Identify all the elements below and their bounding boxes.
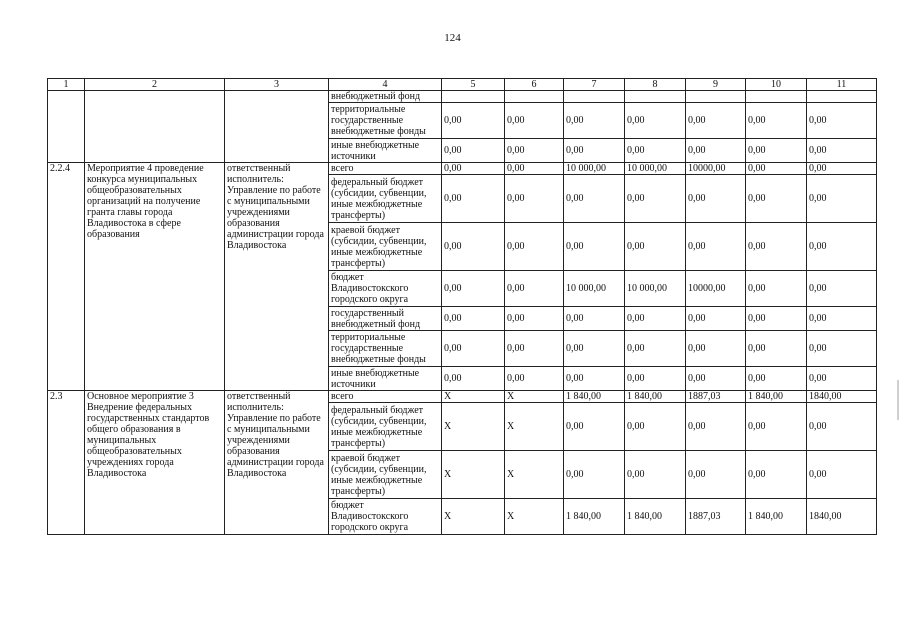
value-cell: 1887,03 [686, 499, 746, 535]
value-cell: 0,00 [686, 307, 746, 331]
value-cell: 0,00 [807, 223, 877, 271]
column-number-cell: 11 [807, 79, 877, 91]
value-cell: 0,00 [564, 103, 625, 139]
column-number-cell: 4 [329, 79, 442, 91]
value-cell: 0,00 [686, 367, 746, 391]
value-cell: Х [442, 499, 505, 535]
funding-source: всего [329, 391, 442, 403]
value-cell: 0,00 [442, 331, 505, 367]
column-number-cell: 10 [746, 79, 807, 91]
budget-table [47, 78, 877, 535]
value-cell: 10 000,00 [625, 163, 686, 175]
value-cell: 0,00 [807, 163, 877, 175]
item-name: Мероприятие 4 проведение конкурса муниципальных общеобразовательных организаций на получение гранта главы города Владивостока в сфере образования [85, 163, 225, 391]
funding-source: бюджет Владивостокского городского округа [329, 271, 442, 307]
value-cell: 0,00 [442, 223, 505, 271]
value-cell [505, 91, 564, 103]
value-cell: 0,00 [505, 331, 564, 367]
value-cell: 0,00 [625, 367, 686, 391]
page-number: 124 [444, 32, 461, 44]
value-cell: 10000,00 [686, 163, 746, 175]
value-cell: 0,00 [746, 331, 807, 367]
value-cell: 0,00 [686, 103, 746, 139]
funding-source: краевой бюджет (субсидии, субвенции, иные межбюджетные трансферты) [329, 451, 442, 499]
value-cell: 1 840,00 [564, 499, 625, 535]
empty-cell [48, 91, 85, 163]
value-cell: 0,00 [807, 175, 877, 223]
value-cell: 0,00 [807, 103, 877, 139]
value-cell: 0,00 [625, 139, 686, 163]
value-cell: 0,00 [746, 139, 807, 163]
value-cell: 10 000,00 [564, 163, 625, 175]
empty-cell [85, 91, 225, 163]
value-cell: 1 840,00 [625, 391, 686, 403]
funding-source: федеральный бюджет (субсидии, субвенции, иные межбюджетные трансферты) [329, 403, 442, 451]
value-cell: 0,00 [625, 103, 686, 139]
value-cell: 0,00 [686, 175, 746, 223]
funding-source: территориальные государственные внебюджетные фонды [329, 103, 442, 139]
value-cell: 0,00 [625, 403, 686, 451]
column-number-cell: 9 [686, 79, 746, 91]
value-cell: 0,00 [746, 163, 807, 175]
value-cell: 0,00 [746, 403, 807, 451]
value-cell: 0,00 [807, 331, 877, 367]
value-cell: 0,00 [746, 223, 807, 271]
value-cell [686, 91, 746, 103]
value-cell: 0,00 [807, 139, 877, 163]
value-cell: 0,00 [442, 163, 505, 175]
column-number-cell: 5 [442, 79, 505, 91]
value-cell: 1 840,00 [625, 499, 686, 535]
value-cell: 0,00 [505, 223, 564, 271]
value-cell: 1887,03 [686, 391, 746, 403]
column-number-cell: 7 [564, 79, 625, 91]
column-number-row [48, 79, 877, 91]
value-cell: 0,00 [505, 307, 564, 331]
scan-edge-mark [897, 380, 899, 420]
value-cell: 0,00 [686, 223, 746, 271]
value-cell: 0,00 [686, 451, 746, 499]
value-cell: 0,00 [564, 175, 625, 223]
value-cell: 0,00 [564, 367, 625, 391]
value-cell: 10000,00 [686, 271, 746, 307]
value-cell: 0,00 [442, 271, 505, 307]
funding-source: бюджет Владивостокского городского округа [329, 499, 442, 535]
value-cell: 0,00 [746, 367, 807, 391]
value-cell: 0,00 [807, 403, 877, 451]
value-cell: 0,00 [686, 139, 746, 163]
value-cell: 1 840,00 [746, 391, 807, 403]
value-cell [625, 91, 686, 103]
value-cell: 0,00 [564, 451, 625, 499]
column-number-cell: 6 [505, 79, 564, 91]
value-cell: 10 000,00 [625, 271, 686, 307]
value-cell: 0,00 [505, 139, 564, 163]
value-cell: Х [505, 391, 564, 403]
value-cell: 0,00 [564, 403, 625, 451]
item-executor: ответственный исполнитель: Управление по работе с муниципальными учреждениями образования администрации города Владивостока [225, 163, 329, 391]
value-cell: 0,00 [564, 331, 625, 367]
value-cell: 0,00 [442, 367, 505, 391]
value-cell: 1 840,00 [746, 499, 807, 535]
value-cell: 1 840,00 [564, 391, 625, 403]
value-cell: 0,00 [746, 175, 807, 223]
column-number-cell: 8 [625, 79, 686, 91]
value-cell: 1840,00 [807, 499, 877, 535]
value-cell: 0,00 [505, 367, 564, 391]
value-cell: Х [442, 391, 505, 403]
column-number-cell: 2 [85, 79, 225, 91]
item-number: 2.2.4 [48, 163, 85, 391]
empty-cell [225, 91, 329, 163]
value-cell: 0,00 [505, 271, 564, 307]
funding-source: федеральный бюджет (субсидии, субвенции, иные межбюджетные трансферты) [329, 175, 442, 223]
value-cell: 0,00 [625, 175, 686, 223]
value-cell [807, 91, 877, 103]
value-cell: 0,00 [746, 271, 807, 307]
funding-source: государственный внебюджетный фонд [329, 307, 442, 331]
item-number: 2.3 [48, 391, 85, 535]
value-cell [442, 91, 505, 103]
value-cell: 0,00 [442, 103, 505, 139]
value-cell: 0,00 [442, 307, 505, 331]
funding-source: внебюджетный фонд [329, 91, 442, 103]
column-number-cell: 1 [48, 79, 85, 91]
value-cell: 0,00 [564, 139, 625, 163]
value-cell: 0,00 [625, 331, 686, 367]
value-cell: 0,00 [807, 451, 877, 499]
value-cell: Х [442, 403, 505, 451]
value-cell: 0,00 [807, 307, 877, 331]
value-cell: 0,00 [625, 451, 686, 499]
value-cell: 0,00 [505, 163, 564, 175]
value-cell: 0,00 [625, 307, 686, 331]
value-cell: 0,00 [746, 451, 807, 499]
table-row [48, 163, 877, 175]
value-cell: 0,00 [807, 271, 877, 307]
value-cell: 0,00 [686, 331, 746, 367]
value-cell: 0,00 [686, 403, 746, 451]
value-cell [564, 91, 625, 103]
item-name: Основное мероприятие 3 Внедрение федеральных государственных стандартов общего образования в муниципальных общеобразовательных учреждениях города Владивостока [85, 391, 225, 535]
item-executor: ответственный исполнитель: Управление по работе с муниципальными учреждениями образования администрации города Владивостока [225, 391, 329, 535]
funding-source: территориальные государственные внебюджетные фонды [329, 331, 442, 367]
funding-source: всего [329, 163, 442, 175]
value-cell: 0,00 [442, 175, 505, 223]
value-cell: 0,00 [505, 103, 564, 139]
funding-source: краевой бюджет (субсидии, субвенции, иные межбюджетные трансферты) [329, 223, 442, 271]
column-number-cell: 3 [225, 79, 329, 91]
value-cell: Х [505, 499, 564, 535]
funding-source: иные внебюджетные источники [329, 139, 442, 163]
value-cell: 0,00 [564, 307, 625, 331]
table-row [48, 91, 877, 103]
value-cell: 0,00 [505, 175, 564, 223]
funding-source: иные внебюджетные источники [329, 367, 442, 391]
value-cell [746, 91, 807, 103]
value-cell: Х [505, 403, 564, 451]
value-cell: 0,00 [564, 223, 625, 271]
value-cell: 0,00 [746, 307, 807, 331]
value-cell: Х [505, 451, 564, 499]
table-row [48, 391, 877, 403]
value-cell: 10 000,00 [564, 271, 625, 307]
value-cell: 0,00 [442, 139, 505, 163]
value-cell: 1840,00 [807, 391, 877, 403]
value-cell: Х [442, 451, 505, 499]
value-cell: 0,00 [625, 223, 686, 271]
value-cell: 0,00 [807, 367, 877, 391]
value-cell: 0,00 [746, 103, 807, 139]
